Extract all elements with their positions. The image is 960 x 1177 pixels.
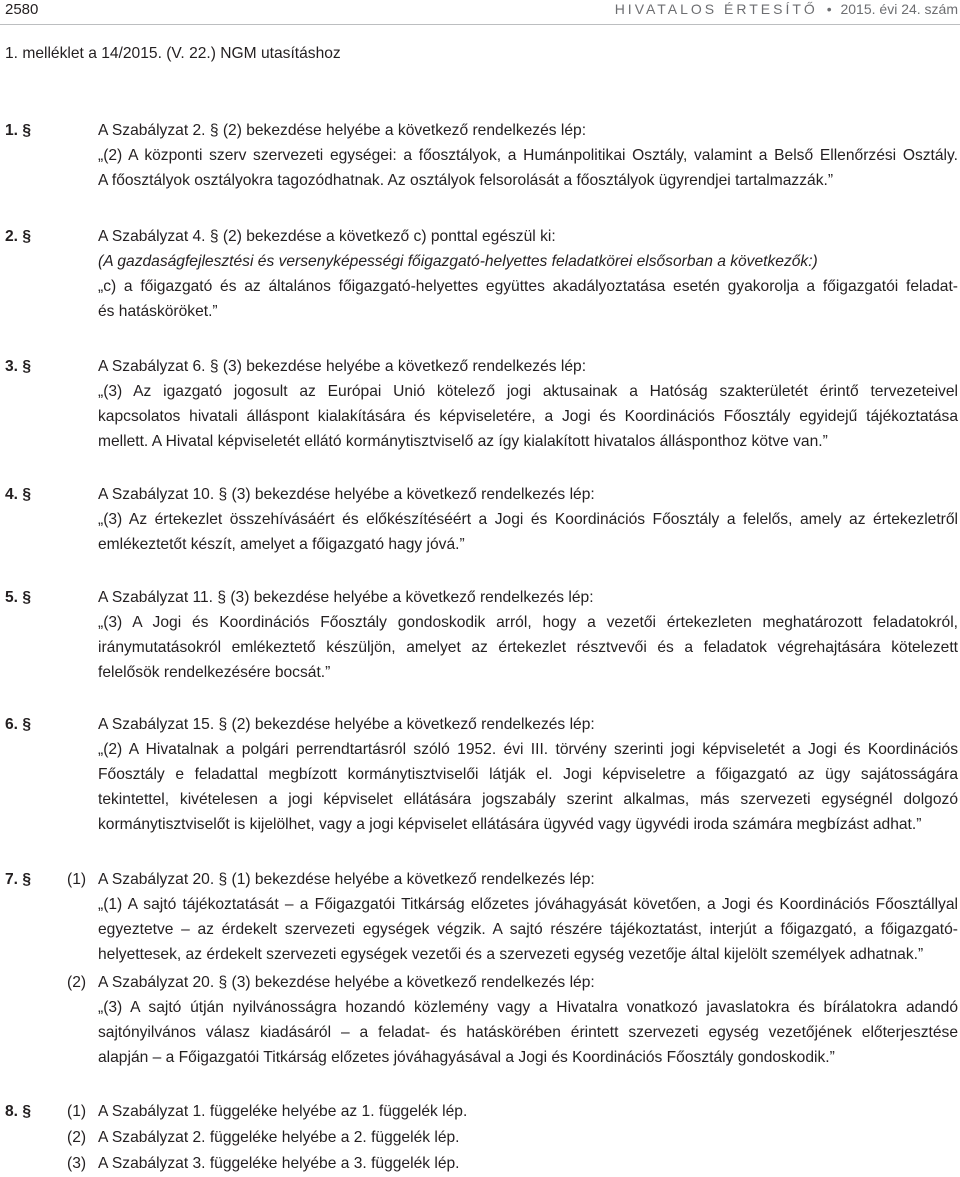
body-line: „(3) Az értekezlet összehívásáért és előkészítéséért a Jogi és Koordinációs Főosztály a felelős, amely az értekezletről: [98, 511, 958, 528]
journal-name: HIVATALOS ÉRTESÍTŐ: [614, 1, 818, 17]
issue-number: 2015. évi 24. szám: [840, 1, 958, 17]
section-body: [98, 379, 958, 454]
body-line: „(3) A sajtó útján nyilvánosságra hozandó közlemény vagy a Hivatalra vonatkozó javaslatokra és bírálatokra adandó: [98, 999, 958, 1016]
body-line: helyettesek, az érdekelt szervezeti egységek vezetői és a szervezeti egység vezetője által kijelölt személyek adhatnak.”: [98, 946, 924, 963]
section-number: 6. §: [5, 716, 32, 733]
subsection-intro: A Szabályzat 20. § (1) bekezdése helyébe a következő rendelkezés lép:: [98, 871, 595, 888]
body-line: „(2) A Hivatalnak a polgári perrendtartásról szóló 1952. évi III. törvény szerinti jogi képviseletét a Jogi és Koordinációs: [98, 741, 958, 758]
page-number: 2580: [5, 1, 39, 18]
body-line: egyeztetve – az érdekelt szervezeti egységek végzik. A sajtó részére tájékoztatást, interjút a főigazgató, a főigazgató-: [98, 921, 958, 938]
section-intro: A Szabályzat 10. § (3) bekezdése helyébe a következő rendelkezés lép:: [98, 486, 595, 503]
subsection-intro: A Szabályzat 20. § (3) bekezdése helyébe a következő rendelkezés lép:: [98, 974, 595, 991]
body-line: A főosztályok osztályokra tagozódhatnak. Az osztályok felsorolását a főosztályok ügyrendjei tartalmazzák.”: [98, 172, 834, 189]
subsection-intro: A Szabályzat 2. függeléke helyébe a 2. függelék lép.: [98, 1129, 460, 1146]
body-line: kapcsolatos hivatali álláspont kialakítására és képviseletére, a Jogi és Koordinációs Főosztály egyidejű tájékoztatása: [98, 408, 958, 425]
body-line: „(2) A központi szerv szervezeti egységei: a főosztályok, a Humánpolitikai Osztály, valamint a Belső Ellenőrzési Osztály.: [98, 147, 958, 164]
body-line: kormánytisztviselőt is kijelölhet, vagy a jogi képviselet ellátására ügyvéd vagy ügyvédi iroda számára megbízást adhat.”: [98, 816, 922, 833]
subsection-body: [98, 995, 958, 1070]
section-number: 3. §: [5, 358, 32, 375]
subsection-number: (2): [67, 974, 87, 991]
annex-title: 1. melléklet a 14/2015. (V. 22.) NGM utasításhoz: [5, 45, 341, 62]
body-line: tekintettel, kivételesen a jogi képviselet ellátására jogszabály szerint alkalmas, más szervezeti egységnél dolgozó: [98, 791, 958, 808]
journal-info: [615, 1, 958, 17]
body-line: „(3) Az igazgató jogosult az Európai Unió kötelező jogi aktusainak a Hatóság szakterületét érintő tervezeteivel: [98, 383, 958, 400]
section-body: [98, 737, 958, 837]
section-body: [98, 507, 958, 557]
section-body: [98, 249, 958, 324]
section-number: 8. §: [5, 1103, 32, 1120]
body-line: sajtónyilvános válasz kiadásáról – a feladat- és hatáskörében érintett szervezeti egység vezetőjének előterjesztése: [98, 1024, 958, 1041]
section-number: 2. §: [5, 228, 32, 245]
body-line: Főosztály e feladattal megbízott kormánytisztviselői látják el. Jogi képviseletre a főigazgató az ügy sajátosságára: [98, 766, 958, 783]
subsection-intro: A Szabályzat 3. függeléke helyébe a 3. függelék lép.: [98, 1155, 460, 1172]
subsection-number: (1): [67, 1103, 87, 1120]
body-line: alapján – a Főigazgatói Titkárság előzetes jóváhagyásával a Jogi és Koordinációs Főosztály gondoskodik.”: [98, 1049, 835, 1066]
section-number: 7. §: [5, 871, 32, 888]
section-number: 4. §: [5, 486, 32, 503]
body-line: „(3) A Jogi és Koordinációs Főosztály gondoskodik arról, hogy a vezetői értekezleten meghatározott feladatokról,: [98, 614, 958, 631]
section-number: 1. §: [5, 122, 32, 139]
section-intro: A Szabályzat 4. § (2) bekezdése a következő c) ponttal egészül ki:: [98, 228, 556, 245]
section-intro: A Szabályzat 2. § (2) bekezdése helyébe a következő rendelkezés lép:: [98, 122, 587, 139]
subsection-number: (1): [67, 871, 87, 888]
page-header: [0, 0, 960, 24]
body-line: emlékeztetőt készít, amelyet a főigazgató hagy jóvá.”: [98, 536, 465, 553]
section-intro: A Szabályzat 15. § (2) bekezdése helyébe a következő rendelkezés lép:: [98, 716, 595, 733]
section-body: [98, 610, 958, 685]
section-number: 5. §: [5, 589, 32, 606]
separator-dot: •: [826, 1, 832, 17]
body-line: felelősök rendelkezésére bocsát.”: [98, 664, 331, 681]
body-line: „(1) A sajtó tájékoztatását – a Főigazgatói Titkárság előzetes jóváhagyását követően, a Jogi és Koordinációs Főosztállyal: [98, 896, 958, 913]
section-intro: A Szabályzat 11. § (3) bekezdése helyébe a következő rendelkezés lép:: [98, 589, 594, 606]
section-intro: A Szabályzat 6. § (3) bekezdése helyébe a következő rendelkezés lép:: [98, 358, 587, 375]
body-line: „c) a főigazgató és az általános főigazgató-helyettes együttes akadályoztatása esetén gyakorolja a főigazgatói feladat-: [98, 278, 958, 295]
subsection-number: (2): [67, 1129, 87, 1146]
body-line: és hatásköröket.”: [98, 303, 218, 320]
section-body: [98, 143, 958, 193]
header-rule: [0, 24, 960, 25]
italic-context-line: (A gazdaságfejlesztési és versenyképességi főigazgató-helyettes feladatkörei elsősorban a következők:): [98, 253, 818, 270]
subsection-body: [98, 892, 958, 967]
subsection-intro: A Szabályzat 1. függeléke helyébe az 1. függelék lép.: [98, 1103, 468, 1120]
body-line: mellett. A Hivatal képviseletét ellátó kormánytisztviselő az így kialakított hivatalos állásponthoz kötve van.”: [98, 433, 828, 450]
body-line: iránymutatásokról emlékeztető készüljön, amelyet az értekezlet résztvevői és a feladatok végrehajtására kötelezett: [98, 639, 958, 656]
subsection-number: (3): [67, 1155, 87, 1172]
